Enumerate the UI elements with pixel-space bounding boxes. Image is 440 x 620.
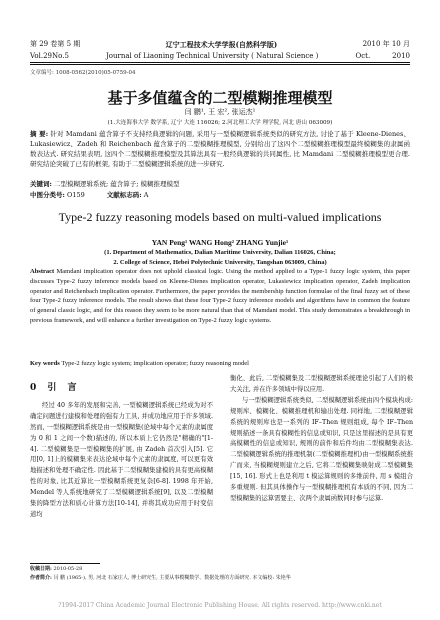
date-zh: 2010 年 10 月 (362, 40, 410, 48)
footnote-rule (30, 563, 100, 564)
section-heading-intro: 0 引 言 (30, 383, 81, 393)
keywords-zh (30, 180, 410, 189)
keywords-en (30, 359, 410, 368)
month-en: Oct. (355, 52, 371, 60)
footnote-author (30, 575, 410, 582)
title-en: Type-2 fuzzy reasoning models based on multi-valued implications (58, 210, 382, 224)
abstract-en (30, 267, 410, 326)
issue-en: No.5 (52, 52, 69, 60)
clc-label: 中图分类号: (30, 191, 65, 199)
abstract-en-label: Abstract (30, 268, 55, 275)
affiliation-en-1: (1. Department of Mathematics, Dalian Maritime University, Dalian 116026, China; (104, 249, 336, 256)
year-en: 2010 (392, 52, 410, 60)
abstract-zh-text: 针对 Mamdani 蕴含算子不支持经典逻辑的问题, 采用与一型模糊逻辑系统类似的研究方法, 讨论了基于 Kleene-Dienes、Lukasiewicz、Zadeh 和 Reichenbach 蕴含算子的二型模糊推理模型, 分别给出了这四个二型模糊推理模型最终模糊集的隶属函数表达式. 研究结果表明, 这四个二型模糊推理模型及其算法具有一般经典逻辑的共同属性, 比 Mamdani 二型模糊推理模型更合理. 研究结论突破了已有的框架, 有助于二型模糊逻辑系统的进一步研究. (30, 130, 410, 168)
classification-zh (30, 191, 410, 200)
title-zh: 基于多值蕴含的二型模糊推理模型 (107, 89, 333, 107)
abstract-en-text: Mamdani implication operator does not uphold classical logic. Using the method applied to a Type-1 fuzzy logic system, this paper discusses Type-2 fuzzy inference models based on Kleene-Dienes implication operator, Lukasiewicz implication operator, Zadeh implication operator and Reichenbach implication operator. Furthermore, the paper provides the membership function formulae of the final fuzzy set of these four Type-2 fuzzy inference models. The result shows that these four Type-2 fuzzy inference models and algorithms have in common the feature of general classic logic, and for this reason they seem to be more natural than that of Mamdani model. This study demonstrates a breakthrough in previous framework, and will enhance a further investigation on Type-2 fuzzy logic systems. (30, 268, 411, 324)
journal-name-zh: 辽宁工程技术大学学报(自然科学版) (165, 40, 278, 49)
clc-value: O159 (66, 191, 85, 199)
body-paragraph: 与一型模糊逻辑系统类似, 二型模糊逻辑系统由四个模块构成: 规则库、模糊化、模糊推理机和输出处理. 同样地, 二型模糊逻辑系统的规则库也是一系列的 IF–Then 规则组成, 每个 IF–Then 规则描述一条具有模糊性的信息或知识, 只是这里描述的是具有更高模糊性的信息或知识, 规则的前件和后件均由二型模糊集表达. 二型模糊逻辑系统的推理机制(二型模糊推理机)由一型模糊系统推广而来, 当模糊规则建立之后, 它将二型模糊集映射成二型模糊集[15, 16]. 形式上也是利用 t 模运算规则的多维前件, 用 s 模组合多重规则. 但其具体操作与一型模糊推理机有本质的不同, 因为二型模糊集的运算需要主、次两个隶属函数同时参与运算. (230, 396, 413, 502)
body-column-left (30, 374, 213, 521)
journal-name-en: Journal of Liaoning Technical University ( Natural Science ) (105, 52, 319, 60)
doc-code-value: A (143, 191, 149, 199)
header-en (30, 52, 410, 61)
footnote-received (30, 566, 410, 573)
body-paragraph: 经过 40 多年的发展和完善, 一型模糊逻辑系统已经成为对不确定问题进行建模和处理的强有力工具, 并成功地应用于许多领域. 然而, 一型模糊逻辑系统是由一型模糊集(论域中每个元素的隶属度为 0 和 1 之间一个数)描述的, 所以本质上它仍然是"精确的"[1-4]. 二型模糊集是一型模糊集的扩展, 由 Zadeh 首次引入[5]. 它用[0, 1]上的模糊集来表达论域中每个元素的隶属度, 可以更有效地描述和处理不确定性. 因此基于二型模糊集建模的具有更高模糊性的对象, 比其近算比一型模糊系统更复杂[6-8]. 1998 年开始, Mendel 等人系统地研究了二型模糊逻辑系统[9], 以及二型模糊集的降型方法和质心计算方法[10-14], 并将其成功应用于时变信道均 (30, 401, 213, 518)
doc-code-label: 文献标志码: (106, 191, 142, 199)
affiliation-zh: (1.大连海事大学 数学系, 辽宁 大连 116026; 2.河北理工大学 理学院, 河北 唐山 063009) (107, 120, 333, 126)
author-bio: 闫 鹏 (1965-), 男, 河北 石家庄人, 博士研究生, 主要从事模糊数学、数据处理的方面研究. 本文编校: 朱艳华 (53, 575, 291, 581)
volume-en: Vol.29 (30, 52, 52, 60)
keywords-zh-label: 关键词: (30, 180, 52, 188)
keywords-en-label: Key words (30, 360, 60, 367)
body-column-right (230, 374, 413, 505)
copyright-footer: ?1994-2017 China Academic Journal Electronic Publishing House. All rights reserved. http://www.cnki.net (58, 602, 382, 609)
abstract-zh (30, 129, 410, 169)
header-rule-thick (30, 62, 410, 63)
authors-en: YAN Peng¹ WANG Hong² ZHANG Yunjie¹ (151, 238, 289, 247)
header-rule-thin (30, 64, 410, 65)
article-number: 文章编号: 1008-0562(2010)05-0759-04 (30, 70, 136, 76)
affiliation-en (30, 248, 410, 268)
author-bio-label: 作者简介: (30, 575, 52, 581)
received-date: 2010-05-28 (53, 566, 83, 572)
affiliation-en-2: 2. College of Science, Hebei Polytechnic University, Tangshan 063009, China) (113, 259, 327, 266)
keywords-zh-text: 二型模糊逻辑系统; 蕴含算子; 模糊推理模型 (53, 180, 180, 188)
authors-zh: 闫 鹏¹, 王 宏², 张运杰¹ (184, 108, 256, 116)
volume-zh: 第 29 卷第 5 期 (30, 40, 81, 48)
received-label: 收稿日期: (30, 566, 52, 572)
keywords-en-text: Type-2 fuzzy logic system; implication operator; fuzzy reasoning model (61, 360, 249, 367)
abstract-zh-label: 摘 要: (30, 130, 49, 138)
body-paragraph-continued: 衡化、此后, 二型模糊集及二型模糊逻辑系统理论引起了人们的极大关注, 并在许多领域中得以应用. (230, 375, 413, 393)
header-zh (30, 40, 410, 49)
